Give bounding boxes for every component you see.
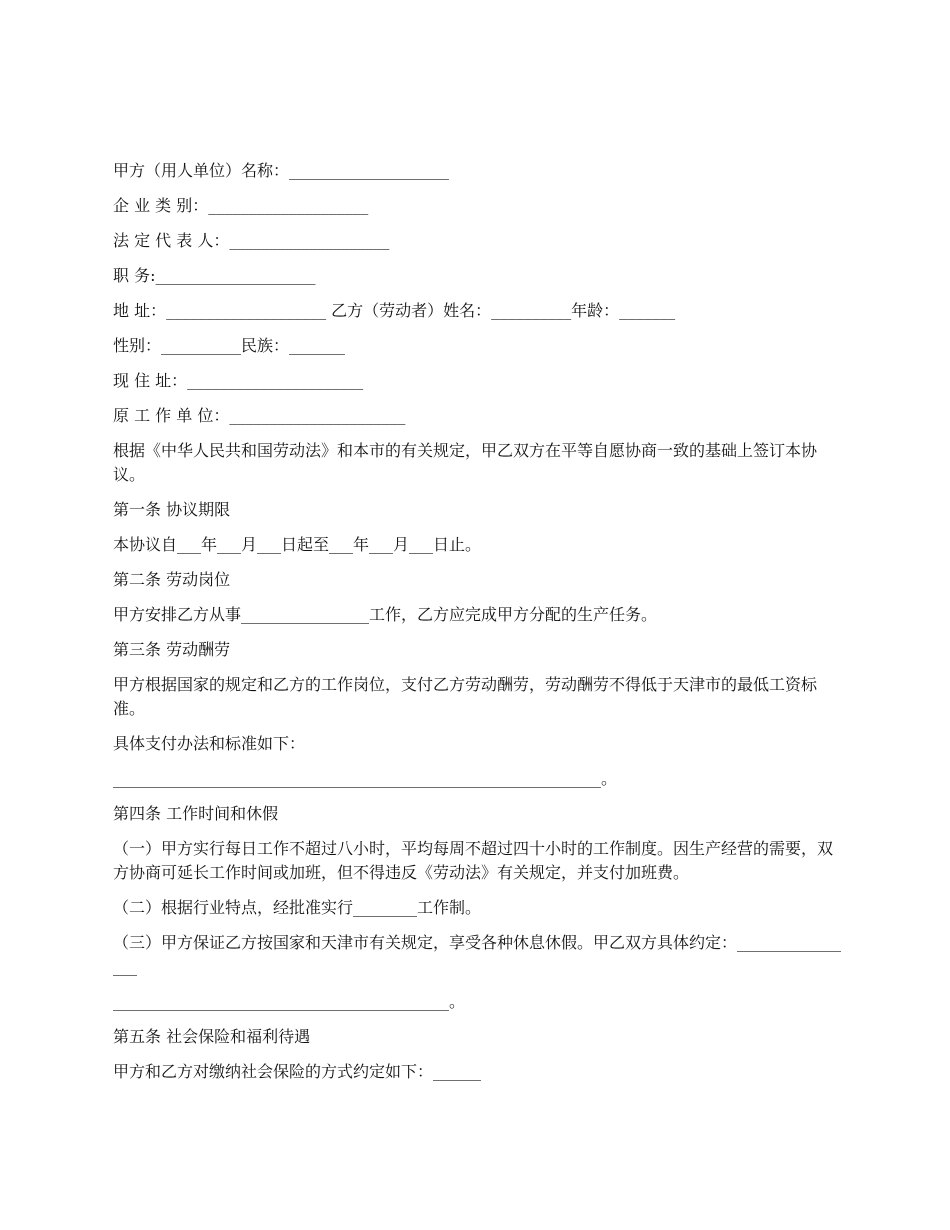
article1-title: 第一条 协议期限 <box>113 500 231 519</box>
article4-item3-blank: __________________________________________。 <box>113 992 466 1011</box>
address-and-employee-field: 地 址：____________________ 乙方（劳动者）姓名：__________年龄：_______ <box>113 301 676 320</box>
article5-text: 甲方和乙方对缴纳社会保险的方式约定如下：______ <box>113 1062 482 1081</box>
enterprise-type-field: 企 业 类 别：____________________ <box>113 196 369 215</box>
article3-title: 第三条 劳动酬劳 <box>113 640 231 659</box>
employer-name-field: 甲方（用人单位）名称：____________________ <box>113 161 450 180</box>
article4-item3: （三）甲方保证乙方按国家和天津市有关规定，享受各种休息休假。甲乙双方具体约定：________________ <box>113 933 842 976</box>
legal-rep-field: 法 定 代 表 人：____________________ <box>113 231 390 250</box>
article3-method-label: 具体支付办法和标准如下： <box>113 734 306 753</box>
article2-title: 第二条 劳动岗位 <box>113 570 231 589</box>
article3-method-blank: _____________________________________________________________。 <box>113 769 618 788</box>
article2-text: 甲方安排乙方从事________________工作，乙方应完成甲方分配的生产任务。 <box>113 605 658 624</box>
article4-item1: （一）甲方实行每日工作不超过八小时，平均每周不超过四十小时的工作制度。因生产经营的需要，双方协商可延长工作时间或加班，但不得违反《劳动法》有关规定，并支付加班费。 <box>113 839 834 882</box>
preamble-paragraph: 根据《中华人民共和国劳动法》和本市的有关规定，甲乙双方在平等自愿协商一致的基础上签订本协议。 <box>113 441 818 484</box>
contract-body <box>113 159 843 1095</box>
article5-title: 第五条 社会保险和福利待遇 <box>113 1027 311 1046</box>
article3-text: 甲方根据国家的规定和乙方的工作岗位，支付乙方劳动酬劳，劳动酬劳不得低于天津市的最低工资标准。 <box>113 675 818 718</box>
article1-text: 本协议自___年___月___日起至___年___月___日止。 <box>113 535 482 554</box>
former-employer-field: 原 工 作 单 位：______________________ <box>113 406 406 425</box>
article4-title: 第四条 工作时间和休假 <box>113 804 279 823</box>
position-field: 职 务:____________________ <box>113 266 316 285</box>
gender-ethnicity-field: 性别：__________民族：_______ <box>113 336 346 355</box>
current-address-field: 现 住 址：______________________ <box>113 371 364 390</box>
article4-item2: （二）根据行业特点，经批准实行________工作制。 <box>113 898 482 917</box>
